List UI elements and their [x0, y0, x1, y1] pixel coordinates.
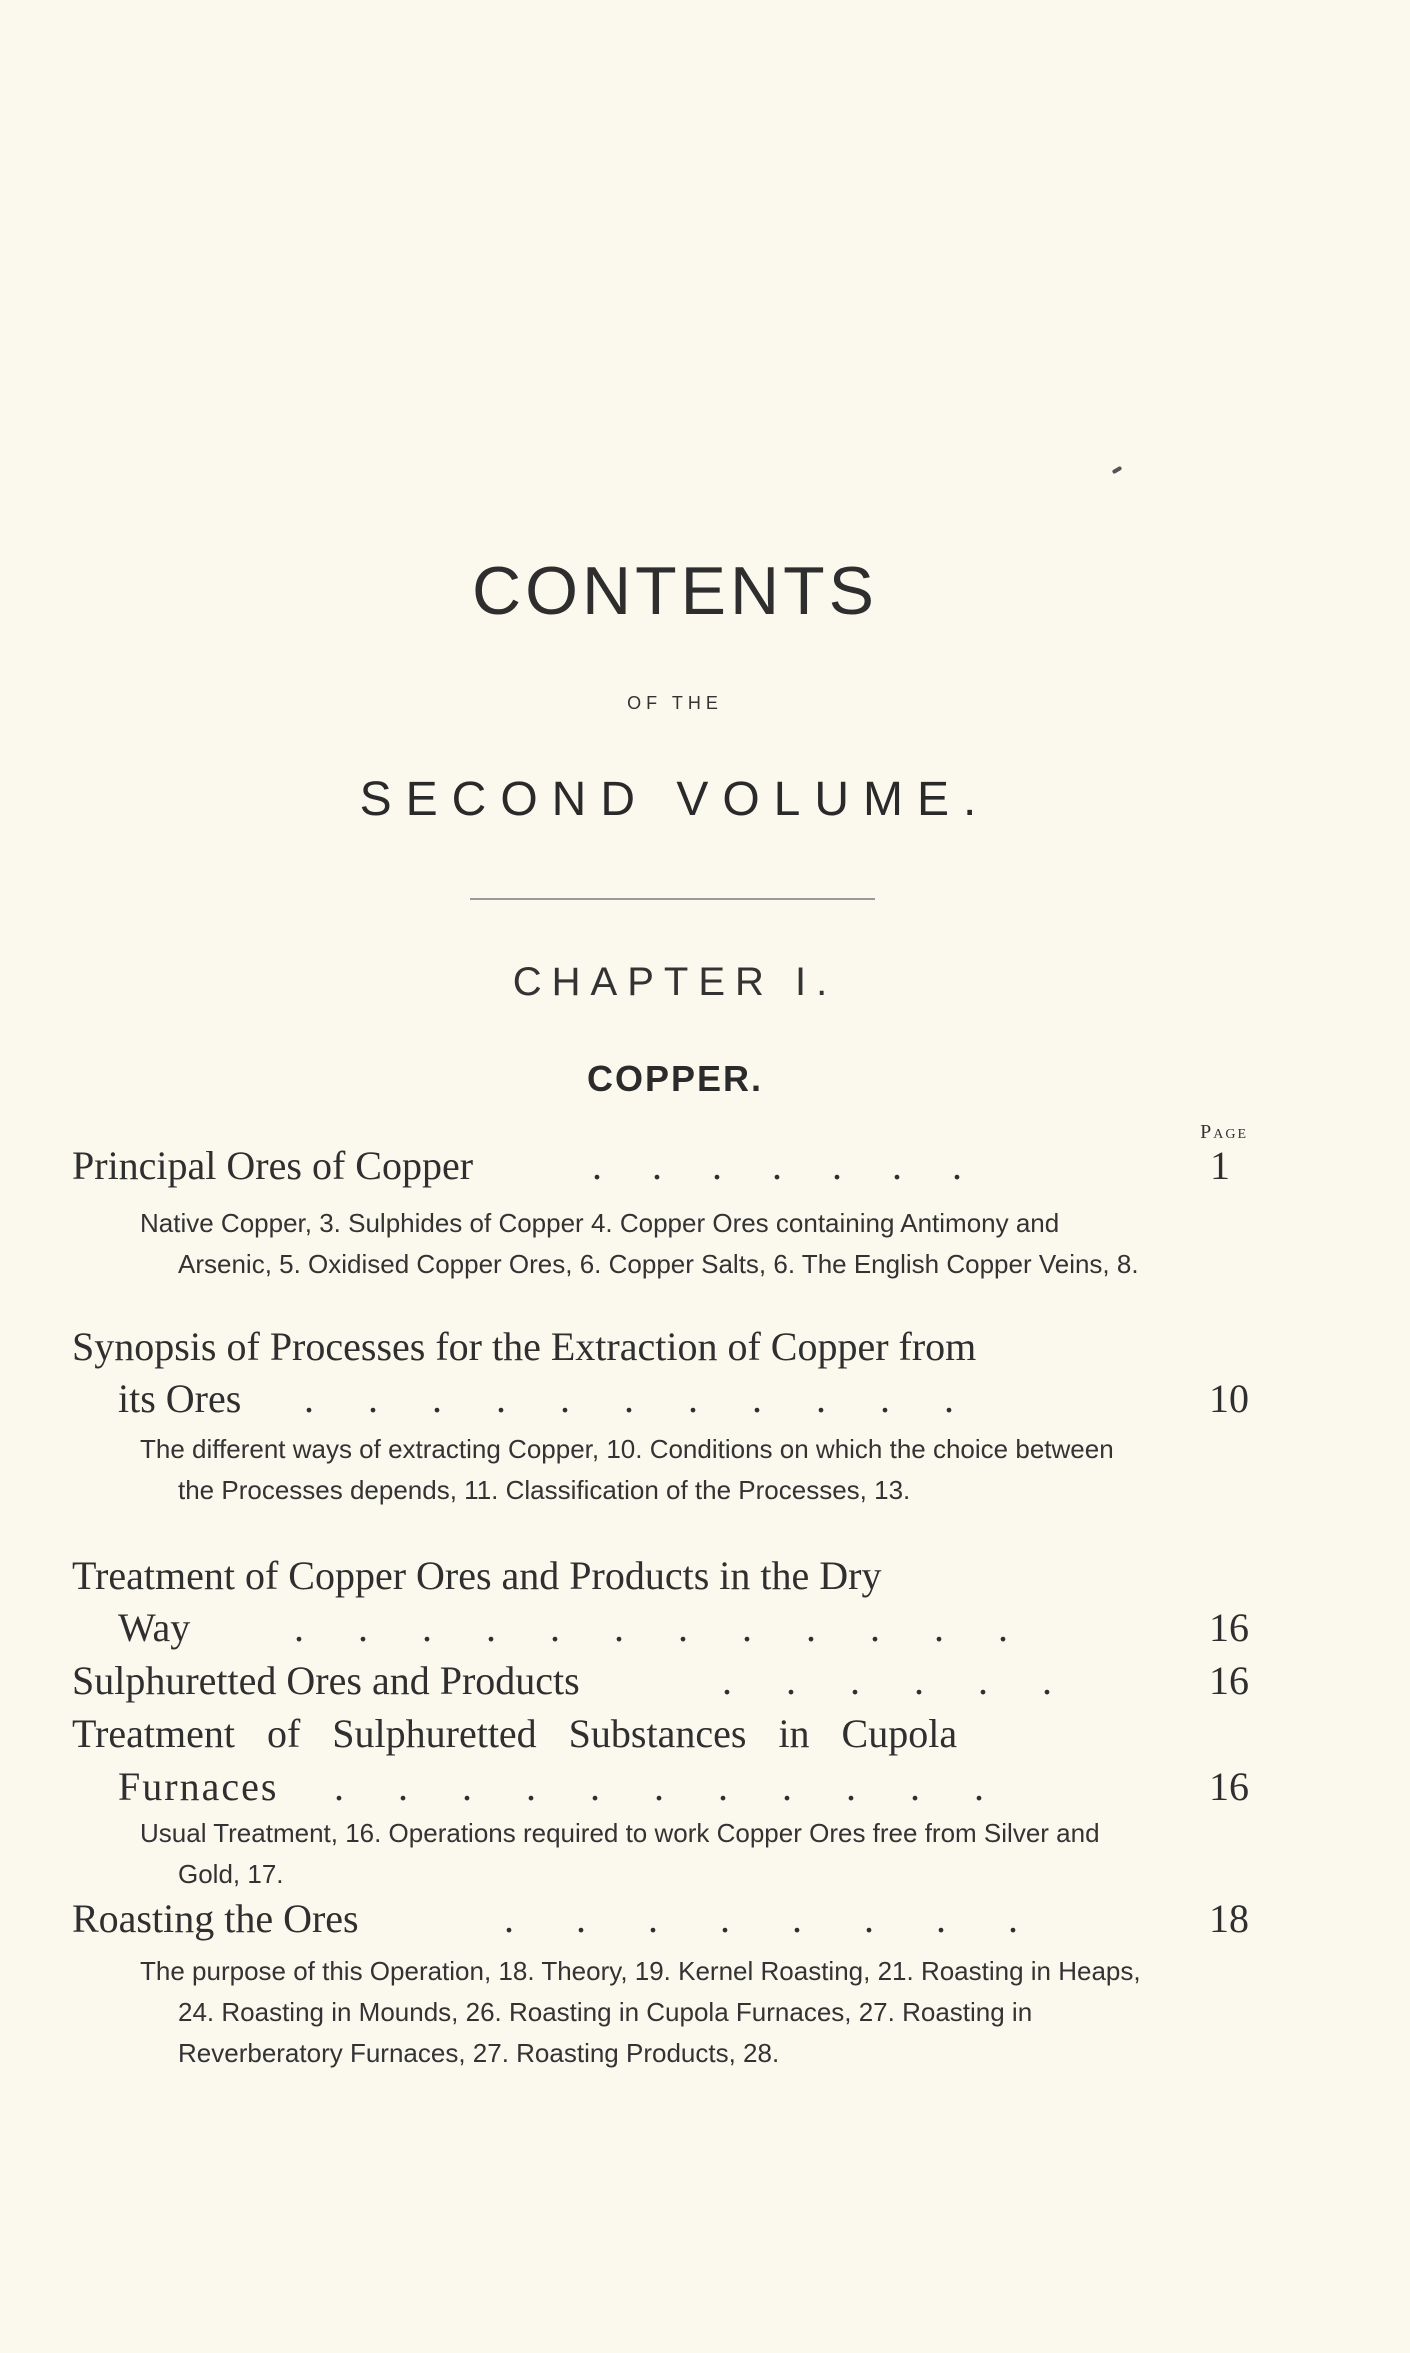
volume-title: SECOND VOLUME. [359, 773, 991, 826]
contents-title: CONTENTS [472, 553, 878, 629]
entry-detail-text: Usual Treatment, 16. Operations required to work Copper Ores free from Silver and Gold, 17. [140, 1818, 1100, 1889]
entry-page-number: 10 [1209, 1376, 1249, 1421]
entry-detail-text: The purpose of this Operation, 18. Theory, 19. Kernel Roasting, 21. Roasting in Heaps, 24. Roasting in Mounds, 26. Roasting in Cupola Furnaces, 27. Roasting in Reverberatory Furnaces, 27. Roasting Products, 28. [140, 1956, 1141, 2068]
leader-dots: . . . . . . . . . . . [304, 1376, 976, 1421]
entry-detail [140, 1429, 1150, 1511]
entry-detail [140, 1203, 1150, 1285]
entry-detail [140, 1951, 1150, 2074]
divider-rule [470, 898, 875, 900]
entry-title-continued: Way [118, 1605, 191, 1650]
toc-entry-synopsis[interactable] [72, 1323, 1252, 1373]
toc-entry-dry-way-cont[interactable] [72, 1604, 1252, 1654]
entry-detail-text: Native Copper, 3. Sulphides of Copper 4. Copper Ores containing Antimony and Arsenic, 5. Oxidised Copper Ores, 6. Copper Salts, 6. The English Copper Veins, 8. [140, 1208, 1139, 1279]
entry-page-number: 16 [1209, 1764, 1249, 1809]
of-the-label: OF THE [627, 693, 723, 713]
leader-dots: . . . . . . . . [504, 1896, 1044, 1941]
page-column-label: Page [1200, 1121, 1248, 1143]
toc-entry-sulphuretted-ores[interactable] [72, 1657, 1252, 1707]
entry-title: Treatment of Sulphuretted Substances in Cupola [72, 1711, 958, 1756]
entry-page-number: 18 [1209, 1896, 1249, 1941]
toc-entry-cupola[interactable] [72, 1710, 1252, 1760]
entry-title: Sulphuretted Ores and Products [72, 1658, 580, 1703]
entry-detail-text: The different ways of extracting Copper, 10. Conditions on which the choice between the Processes depends, 11. Classification of the Processes, 13. [140, 1434, 1114, 1505]
toc-entry-synopsis-cont[interactable] [72, 1375, 1252, 1425]
entry-title: Treatment of Copper Ores and Products in the Dry [72, 1553, 882, 1598]
entry-title: Principal Ores of Copper [72, 1143, 474, 1188]
entry-title: Synopsis of Processes for the Extraction of Copper from [72, 1324, 977, 1369]
ink-mark [1112, 466, 1123, 474]
leader-dots: . . . . . . . . . . . . [294, 1605, 1030, 1650]
leader-dots: . . . . . . . [592, 1143, 982, 1188]
toc-entry-dry-way[interactable] [72, 1552, 1252, 1602]
toc-entry-cupola-cont[interactable] [72, 1763, 1252, 1813]
entry-title: Roasting the Ores [72, 1896, 359, 1941]
entry-title-continued: its Ores [118, 1376, 242, 1421]
entry-detail [140, 1813, 1150, 1895]
leader-dots: . . . . . . [722, 1658, 1074, 1703]
chapter-subject: COPPER. [586, 1058, 764, 1099]
toc-entry-roasting[interactable] [72, 1895, 1252, 1945]
chapter-heading: CHAPTER I. [512, 960, 838, 1004]
entry-page-number: 1 [1210, 1143, 1230, 1188]
entry-page-number: 16 [1209, 1605, 1249, 1650]
entry-page-number: 16 [1209, 1658, 1249, 1703]
leader-dots: . . . . . . . . . . . [334, 1764, 1006, 1809]
toc-entry-principal-ores[interactable] [72, 1142, 1252, 1192]
entry-title-continued: Furnaces [118, 1764, 279, 1809]
